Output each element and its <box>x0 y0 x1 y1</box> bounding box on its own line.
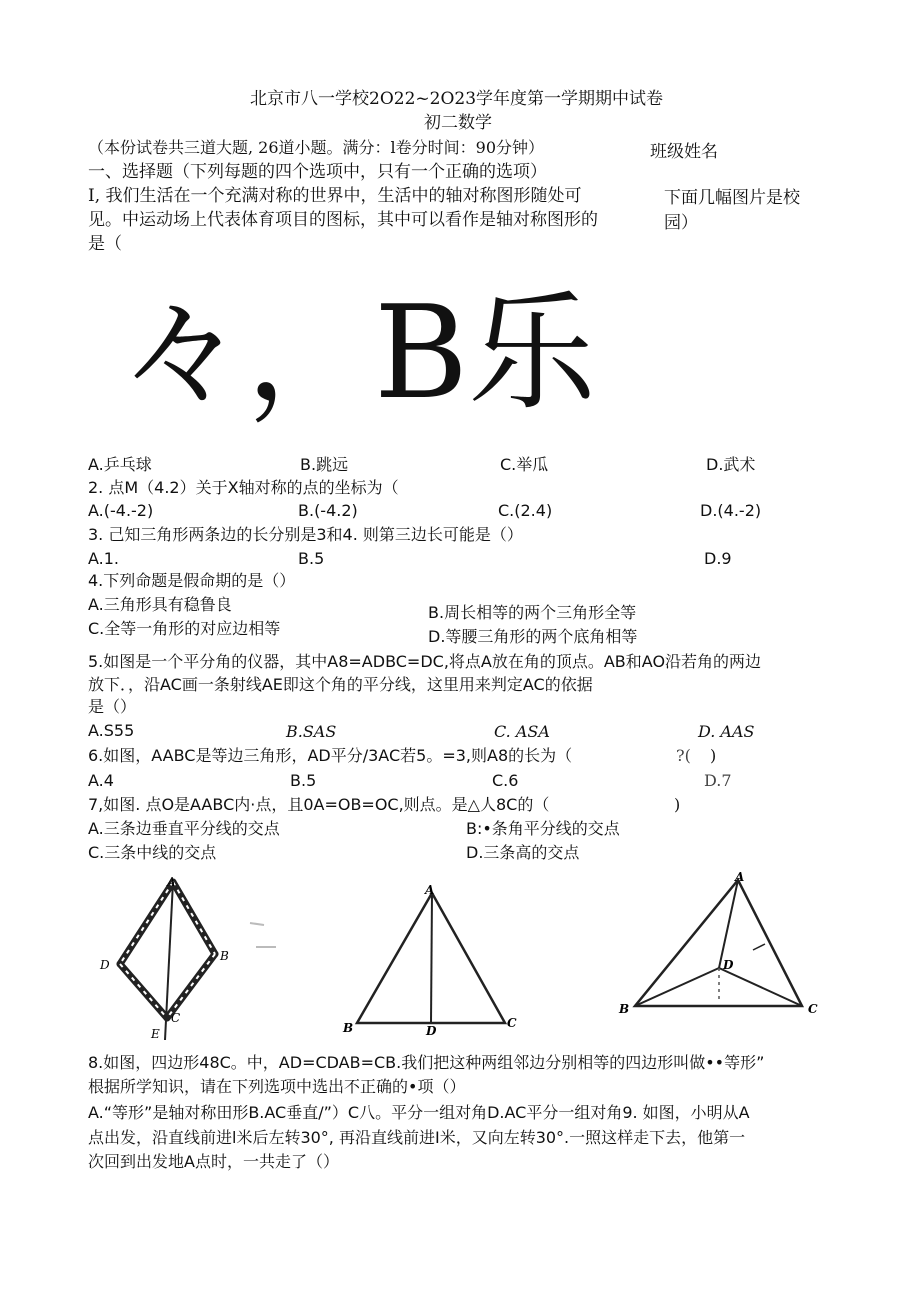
q1-option-a: A.乒乓球 <box>88 455 152 474</box>
q1-line2: 见。中运动场上代表体育项目的图标，其中可以看作是轴对称图形的 <box>88 210 598 230</box>
label-e: E <box>151 1027 160 1041</box>
q4-option-b: B.周长相等的两个三角形全等 <box>428 603 637 622</box>
label-a: A <box>425 883 435 897</box>
q5-option-b: B.SAS <box>286 722 337 741</box>
q5-option-d: D. AAS <box>698 722 755 741</box>
q3-option-b: B.5 <box>298 549 325 568</box>
q5-option-a: A.S55 <box>88 721 135 740</box>
q8-line1: 8.如图，四边形48C。中，AD=CDAB=CB.我们把这种两组邻边分别相等的四边形叫做••等形” <box>88 1053 765 1072</box>
q1-side-note-2: 园） <box>664 213 698 233</box>
scan-marks <box>246 915 286 955</box>
exam-instructions: （本份试卷共三道大题, 26道小题。满分：l卷分时间：90分钟） <box>88 138 545 157</box>
exam-subject: 初二数学 <box>424 113 492 133</box>
label-d: D <box>723 958 734 972</box>
q6-stem-end: ?( <box>676 746 691 765</box>
q6-option-d: D.7 <box>704 771 732 790</box>
q7-stem: 7,如图. 点O是AABC内·点，且0A=OB=OC,则点。是△人8C的（ <box>88 795 550 814</box>
q1-side-note-1: 下面几幅图片是校 <box>664 188 800 208</box>
q7-option-a: A.三条边垂直平分线的交点 <box>88 819 280 838</box>
q2-option-a: A.(-4.-2) <box>88 501 154 520</box>
q3-option-a: A.1. <box>88 549 120 568</box>
q7-option-c: C.三条中线的交点 <box>88 843 217 862</box>
label-b: B <box>619 1002 630 1016</box>
label-a: A <box>735 870 745 884</box>
q4-option-c: C.全等一角形的对应边相等 <box>88 619 281 638</box>
q1-option-c: C.举瓜 <box>500 455 549 474</box>
q7-option-b: B:•条角平分线的交点 <box>466 819 620 838</box>
q2-option-c: C.(2.4) <box>498 501 553 520</box>
q9-line2: 次回到出发地A点时，一共走了（） <box>88 1152 339 1171</box>
q5-option-c: C. ASA <box>494 722 550 741</box>
q2-option-d: D.(4.-2) <box>700 501 762 520</box>
q1-option-d: D.武术 <box>706 455 756 474</box>
label-b: B <box>343 1021 354 1035</box>
exam-title: 北京市八一学校2O22~2O23学年度第一学期期中试卷 <box>250 89 664 109</box>
label-c: C <box>507 1016 517 1030</box>
q2-stem: 2. 点M（4.2）关于X轴对称的点的坐标为（ <box>88 478 399 497</box>
q1-line1: I, 我们生活在一个充满对称的世界中，生活中的轴对称图形随处可 <box>88 186 582 206</box>
q9-line1: 点出发，沿直线前进l米后左转30°, 再沿直线前进I米，又向左转30°.一照这样走下去，他第一 <box>88 1128 746 1147</box>
q7-stem-close: ) <box>674 795 681 814</box>
q5-line3: 是（） <box>88 697 137 716</box>
q6-stem: 6.如图，AABC是等边三角形，AD平分/3AC若5。=3,则A8的长为（ <box>88 746 573 765</box>
q6-option-b: B.5 <box>290 771 317 790</box>
q4-option-d: D.等腰三角形的两个底角相等 <box>428 627 638 646</box>
q1-option-b: B.跳远 <box>300 455 349 474</box>
label-b: B <box>220 949 229 963</box>
q6-option-a: A.4 <box>88 771 114 790</box>
q4-stem: 4.下列命题是假命期的是（） <box>88 571 296 590</box>
figure-triangle-point-o <box>615 866 835 1026</box>
q8-line2: 根据所学知识，请在下列选项中选出不正确的•项（） <box>88 1077 466 1096</box>
q2-option-b: B.(-4.2) <box>298 501 358 520</box>
figure-equilateral-triangle <box>335 878 535 1038</box>
label-c: C <box>171 1011 181 1025</box>
section-heading: 一、选择题（下列每题的四个选项中，只有一个正确的选项） <box>88 162 547 182</box>
label-d: D <box>426 1024 437 1038</box>
label-d: D <box>100 958 110 972</box>
q8-line3: A.“等形”是轴对称田形B.AC垂直/”）C八。平分一组对角D.AC平分一组对角9. 如图，小明从A <box>88 1103 750 1122</box>
q3-option-d: D.9 <box>704 549 732 568</box>
q5-line2: 放下．，沿AC画一条射线AE即这个角的平分线，这里用来判定AC的依据 <box>88 675 593 694</box>
q7-option-d: D.三条高的交点 <box>466 843 580 862</box>
label-c: C <box>808 1002 818 1016</box>
q1-sport-icons: 々，B乐 <box>118 279 597 428</box>
q3-stem: 3. 己知三角形两条边的长分别是3和4. 则第三边长可能是（） <box>88 525 523 544</box>
q6-option-c: C.6 <box>492 771 519 790</box>
figure-kite-instrument <box>95 872 245 1047</box>
q4-option-a: A.三角形具有稳鲁良 <box>88 595 232 614</box>
class-name-field: 班级姓名 <box>650 142 718 162</box>
label-a: A <box>167 875 176 889</box>
q1-line3: 是（ <box>88 234 122 254</box>
q6-stem-close: ) <box>710 746 717 765</box>
q5-line1: 5.如图是一个平分角的仪器，其中A8=ADBC=DC,将点A放在角的顶点。AB和AO沿若角的两边 <box>88 652 762 671</box>
